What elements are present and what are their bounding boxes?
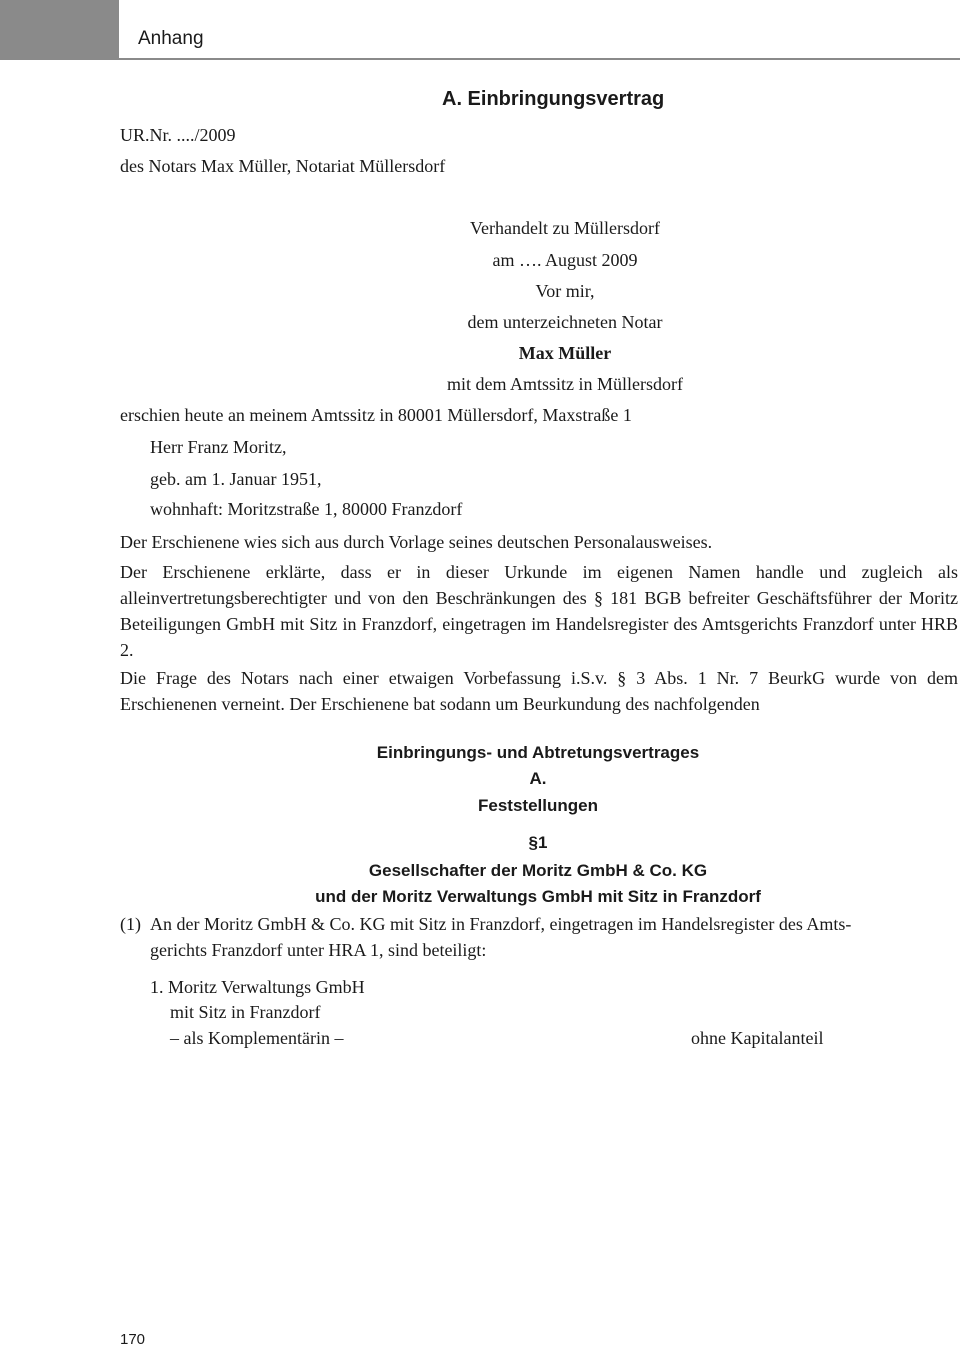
paragraph-id: Der Erschienene wies sich aus durch Vorlage seines deutschen Personalausweises.: [120, 532, 713, 552]
preamble-line: Vor mir,: [535, 281, 595, 301]
clause-text-line: An der Moritz GmbH & Co. KG mit Sitz in Franzdorf, eingetragen im Handelsregister des Amts-: [150, 914, 852, 934]
running-header: Anhang: [138, 28, 204, 49]
notary-name: Max Müller: [518, 343, 612, 363]
person-address: wohnhaft: Moritzstraße 1, 80000 Franzdorf: [150, 499, 463, 519]
list-item-line: – als Komplementärin –: [170, 1028, 344, 1048]
person-name: Herr Franz Moritz,: [150, 437, 287, 457]
paragraph-prior-involvement: Die Frage des Notars nach einer etwaigen Vorbefassung i.S.v. § 3 Abs. 1 Nr. 7 BeurkG wurde von dem Erschienenen verneint. Der Erschienene bat sodann um Beurkundung des nachfolgenden: [120, 668, 958, 714]
list-item-line: 1. Moritz Verwaltungs GmbH: [150, 977, 365, 997]
list-item-share: ohne Kapitalanteil: [691, 1028, 824, 1048]
contract-heading: Einbringungs- und Abtretungsvertrages: [376, 743, 700, 762]
notary-line: des Notars Max Müller, Notariat Müllersdorf: [120, 156, 446, 176]
section-number: §1: [528, 833, 548, 852]
preamble-line: Verhandelt zu Müllersdorf: [470, 218, 660, 238]
preamble-line: mit dem Amtssitz in Müllersdorf: [447, 374, 683, 394]
clause-text-line: gerichts Franzdorf unter HRA 1, sind beteiligt:: [150, 940, 487, 960]
header-rule: [119, 58, 960, 60]
page-number: 170: [120, 1331, 146, 1348]
section-title: Gesellschafter der Moritz GmbH & Co. KG: [368, 861, 708, 880]
document-title: A. Einbringungsvertrag: [442, 88, 665, 110]
appeared-line: erschien heute an meinem Amtssitz in 80001 Müllersdorf, Maxstraße 1: [120, 405, 632, 425]
part-heading: A.: [529, 769, 547, 788]
clause-number: (1): [120, 914, 141, 934]
preamble-line: dem unterzeichneten Notar: [467, 312, 663, 332]
preamble-line: am …. August 2009: [492, 250, 638, 270]
section-subtitle: und der Moritz Verwaltungs GmbH mit Sitz in Franzdorf: [315, 887, 761, 906]
list-item-line: mit Sitz in Franzdorf: [170, 1002, 321, 1022]
person-birth: geb. am 1. Januar 1951,: [150, 469, 322, 489]
part-title: Feststellungen: [478, 796, 598, 815]
urkunde-number: UR.Nr. ..../2009: [120, 125, 236, 145]
header-gray-block: [0, 0, 119, 60]
paragraph-declaration: Der Erschienene erklärte, dass er in dieser Urkunde im eigenen Namen handle und zugleich als alleinvertretungsberechtigter und von den Beschränkungen des § 181 BGB befreiter Geschäftsführer der Moritz Beteiligungen GmbH mit Sitz in Franzdorf, eingetragen im Handelsregister des Amtsgerichts Franzdorf unter HRB 2.: [120, 562, 958, 660]
